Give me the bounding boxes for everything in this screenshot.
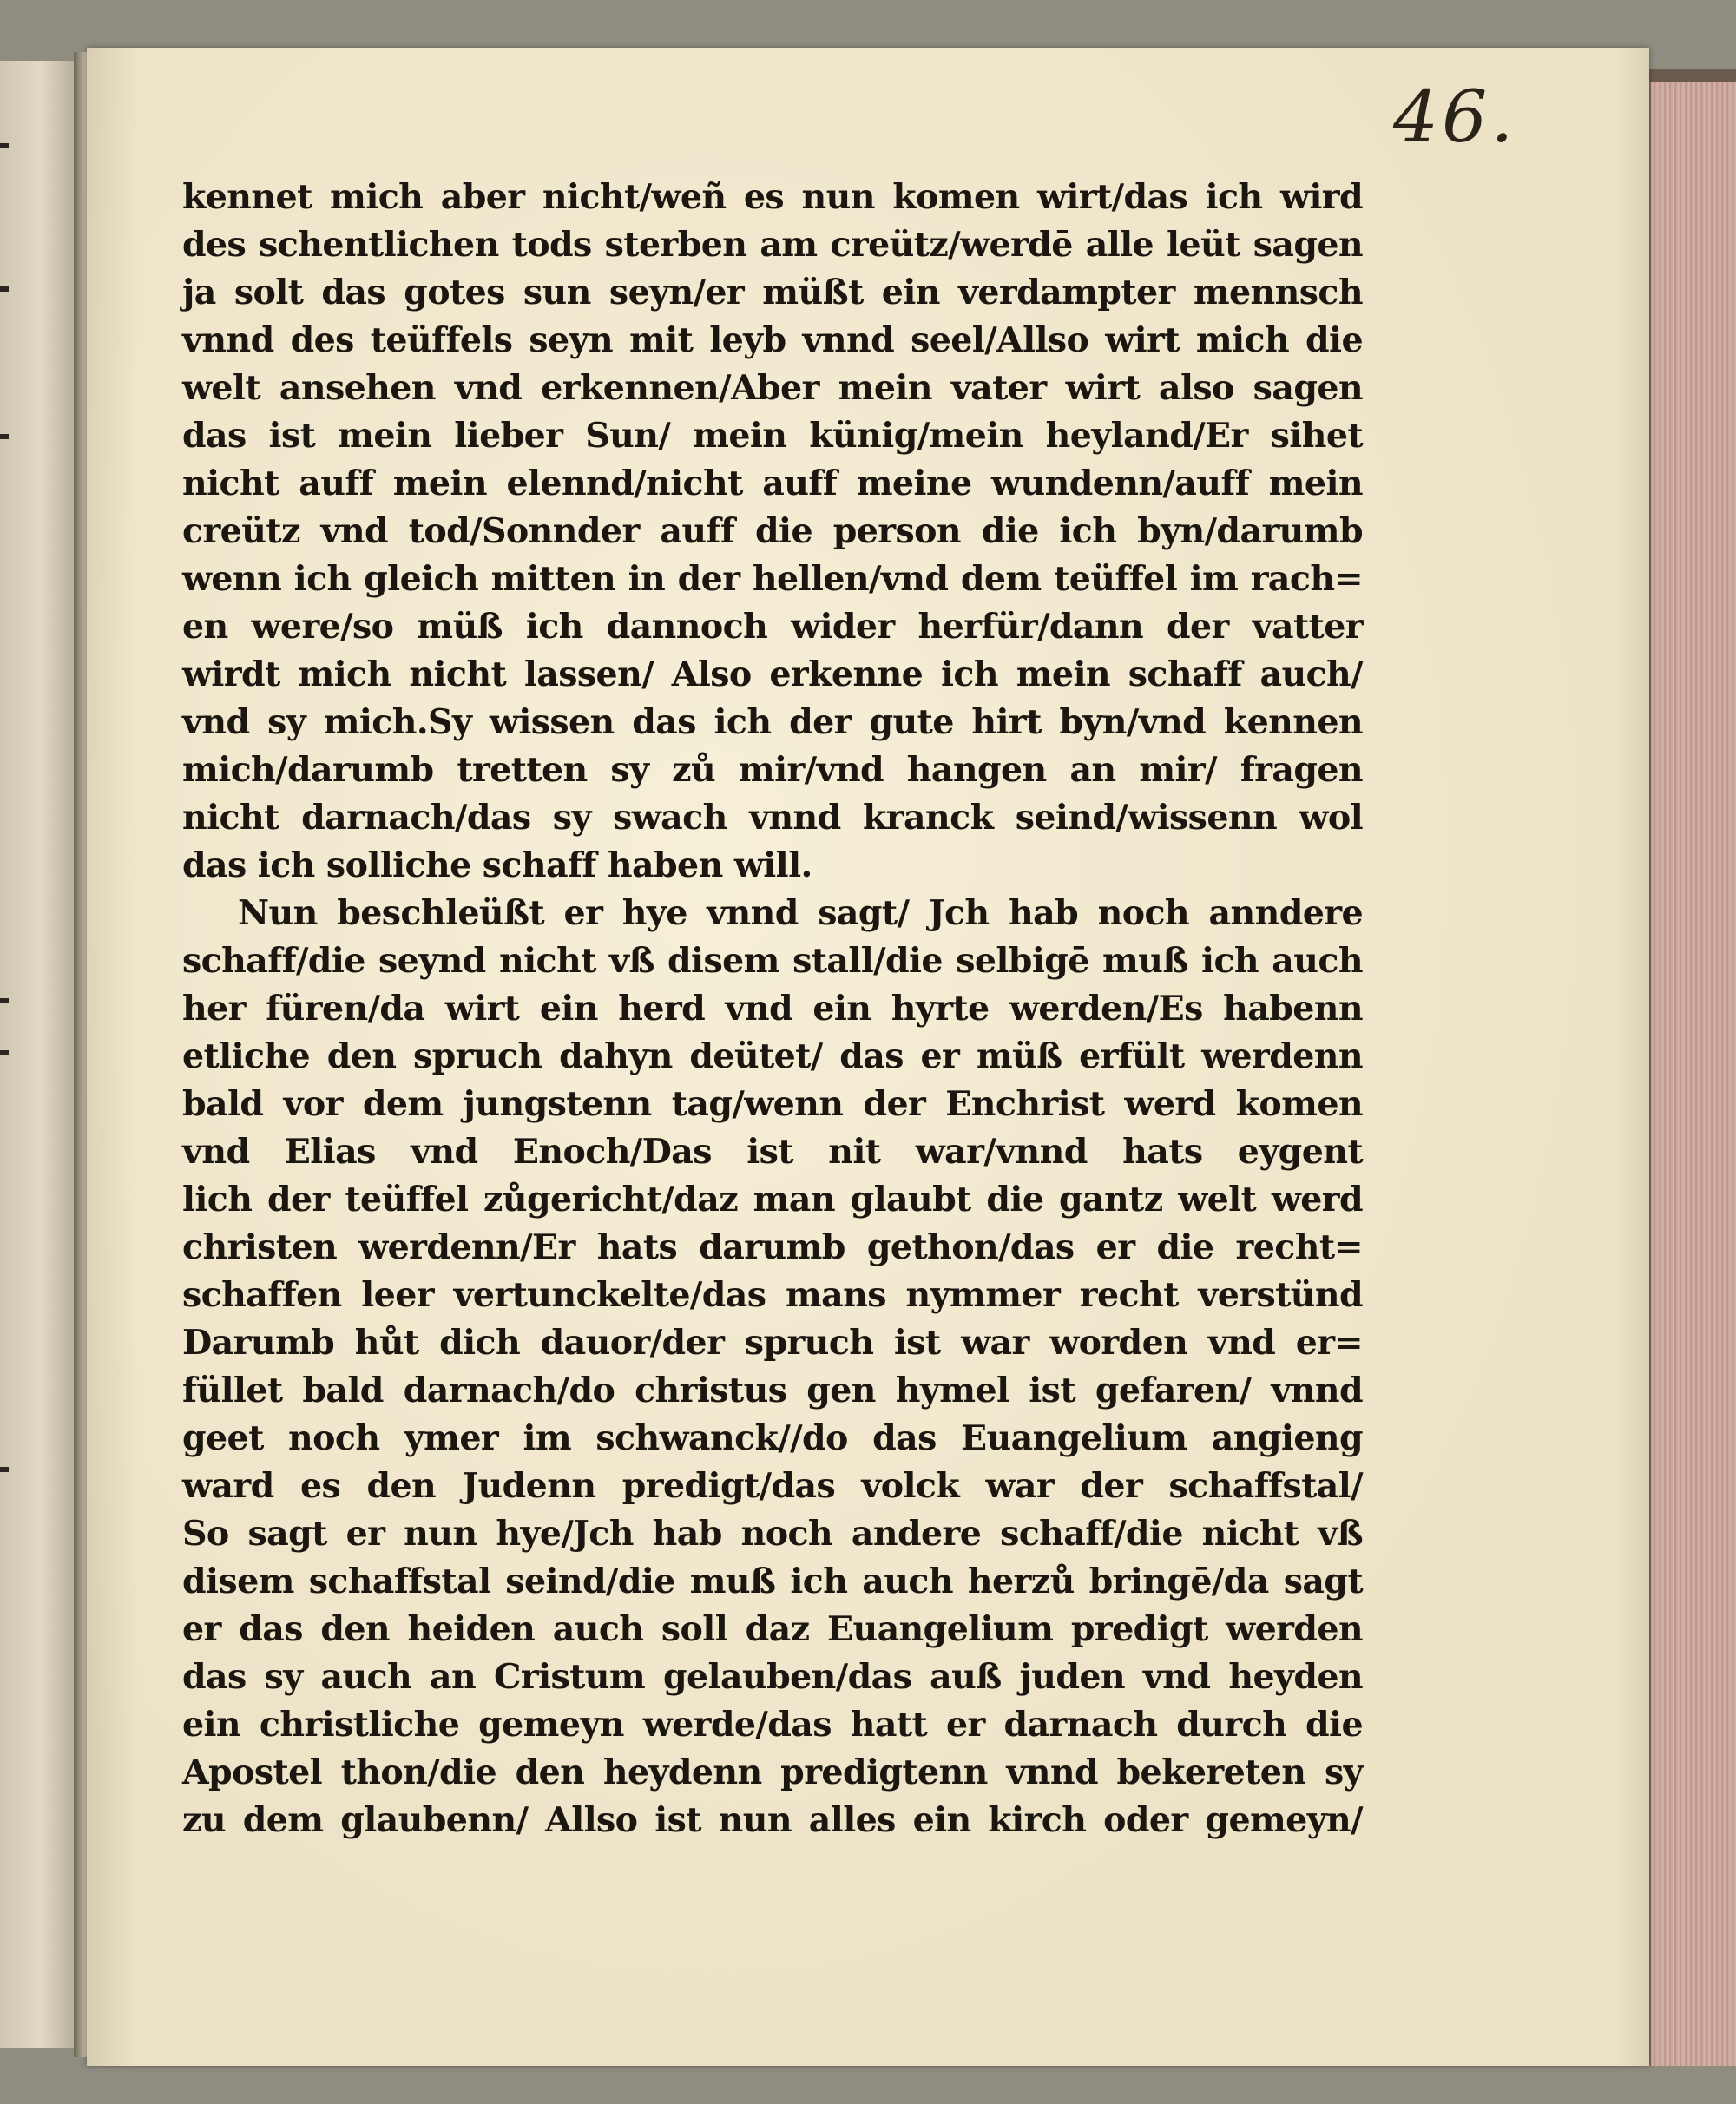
text-line: schaffen leer vertunckelte/das mans nymmer recht verstünd: [182, 1275, 1363, 1315]
paragraph-start-line: Nun beschleüßt er hye vnnd sagt/ Jch hab noch anndere: [238, 893, 1363, 933]
text-line: Darumb hůt dich dauor/der spruch ist war worden vnd er=: [182, 1323, 1363, 1363]
text-line: zu dem glaubenn/ Allso ist nun alles ein kirch oder gemeyn/: [182, 1800, 1363, 1840]
text-line: en were/so müß ich dannoch wider herfür/dann der vatter: [182, 607, 1363, 647]
text-line: wenn ich gleich mitten in der hellen/vnd dem teüffel im rach=: [182, 559, 1363, 599]
text-line: das sy auch an Cristum gelauben/das auß juden vnd heyden: [182, 1657, 1363, 1697]
text-line: Apostel thon/die den heydenn predigtenn vnnd bekereten sy: [182, 1752, 1363, 1792]
text-line: nicht darnach/das sy swach vnnd kranck seind/wissenn wol: [182, 798, 1363, 838]
text-line: ward es den Judenn predigt/das volck war der schaffstal/: [182, 1466, 1363, 1506]
page-edges: [1649, 82, 1736, 2066]
text-line: geet noch ymer im schwanck//do das Euangelium angieng: [182, 1418, 1363, 1458]
text-line: christen werdenn/Er hats darumb gethon/das er die recht=: [182, 1227, 1363, 1267]
text-line: das ist mein lieber Sun/ mein künig/mein heyland/Er sihet: [182, 416, 1363, 456]
text-line: her füren/da wirt ein herd vnd ein hyrte werden/Es habenn: [182, 989, 1363, 1029]
text-line: lich der teüffel zůgericht/daz man glaubt die gantz welt werd: [182, 1180, 1363, 1220]
facing-page-edge: [0, 61, 76, 2048]
text-line: bald vor dem jungstenn tag/wenn der Enchrist werd komen: [182, 1084, 1363, 1124]
text-line: creütz vnd tod/Sonnder auff die person die ich byn/darumb: [182, 511, 1363, 551]
text-line: kennet mich aber nicht/weñ es nun komen wirt/das ich wird: [182, 177, 1363, 217]
text-line: So sagt er nun hye/Jch hab noch andere schaff/die nicht vß: [182, 1514, 1363, 1554]
text-line: vnnd des teüffels seyn mit leyb vnnd seel/Allso wirt mich die: [182, 320, 1363, 360]
text-line: disem schaffstal seind/die muß ich auch herzů bringē/da sagt: [182, 1562, 1363, 1601]
text-block: [182, 174, 1363, 1844]
text-line: welt ansehen vnd erkennen/Aber mein vater wirt also sagen: [182, 368, 1363, 408]
text-line: füllet bald darnach/do christus gen hymel ist gefaren/ vnnd: [182, 1371, 1363, 1410]
text-line: des schentlichen tods sterben am creütz/werdē alle leüt sagen: [182, 225, 1363, 265]
text-line: ja solt das gotes sun seyn/er müßt ein verdampter mennsch: [182, 273, 1363, 312]
text-line: etliche den spruch dahyn deütet/ das er müß erfült werdenn: [182, 1036, 1363, 1076]
text-line: wirdt mich nicht lassen/ Also erkenne ich mein schaff auch/: [182, 654, 1363, 694]
folio-number: 46.: [1393, 76, 1517, 159]
text-line: schaff/die seynd nicht vß disem stall/die selbigē muß ich auch: [182, 941, 1363, 981]
paragraph-end-line: das ich solliche schaff haben will.: [182, 845, 812, 885]
text-line: vnd Elias vnd Enoch/Das ist nit war/vnnd hats eygent: [182, 1132, 1363, 1172]
text-line: ein christliche gemeyn werde/das hatt er darnach durch die: [182, 1705, 1363, 1745]
text-line: vnd sy mich.Sy wissen das ich der gute hirt byn/vnd kennen: [182, 702, 1363, 742]
text-line: nicht auff mein elennd/nicht auff meine wundenn/auff mein: [182, 464, 1363, 503]
text-line: er das den heiden auch soll daz Euangelium predigt werden: [182, 1609, 1363, 1649]
text-line: mich/darumb tretten sy zů mir/vnd hangen an mir/ fragen: [182, 750, 1363, 790]
